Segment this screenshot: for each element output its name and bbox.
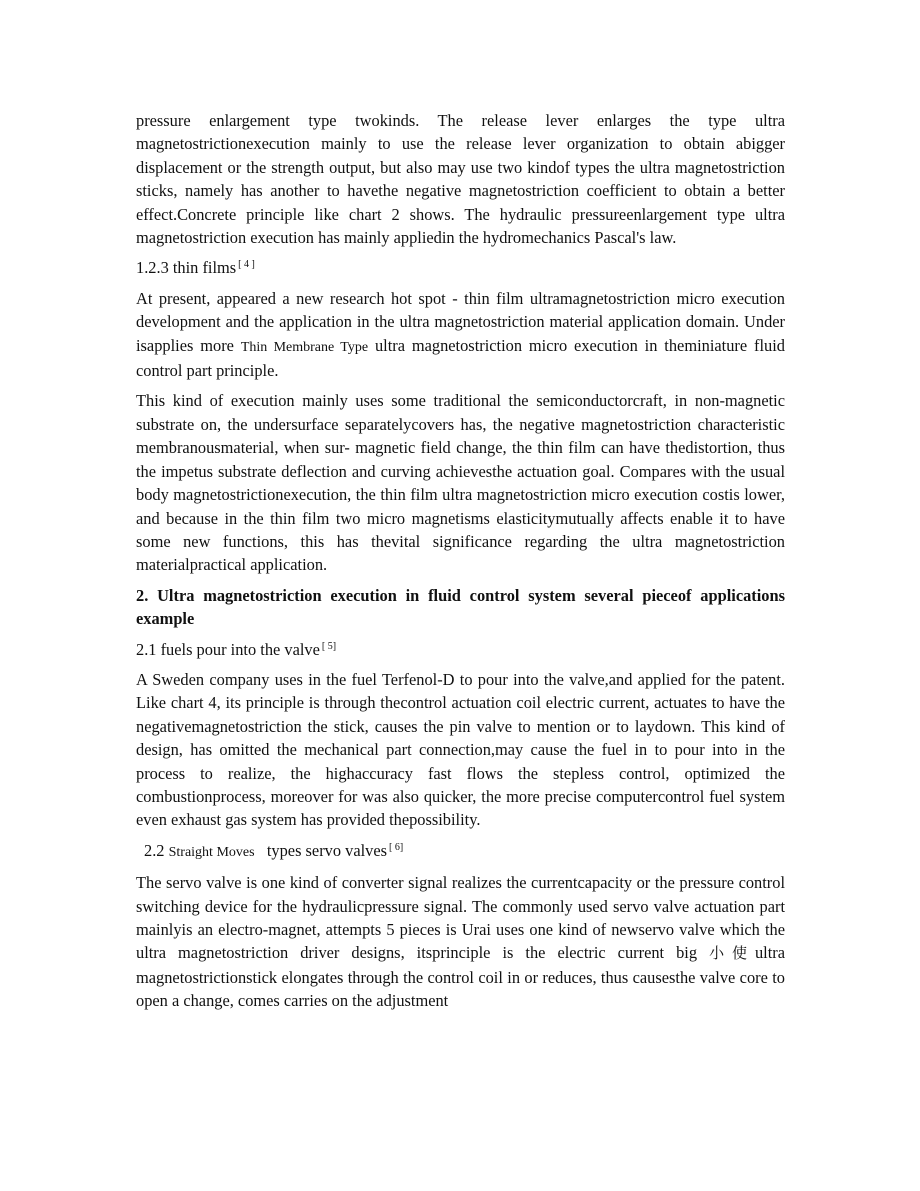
small-term: Straight Moves (168, 844, 255, 860)
paragraph-enlargement-types: pressure enlargement type twokinds. The release lever enlarges the type ultra magnetostrictionexecution mainly to use the release lever organization to obtain abigger displacement or the strength output, but also may use two kindof types the ultra magnetostriction sticks, namely has another to havethe negative magnetostriction coefficient to obtain a better effect.Concrete principle like chart 2 shows. The hydraulic pressureenlargement type ultra magnetostriction execution has mainly appliedin the hydromechanics Pascal's law. (136, 111, 785, 248)
cjk-text: 小使 (709, 944, 755, 963)
heading-text: 1.2.3 thin films (136, 258, 237, 278)
paragraph-text: The servo valve is one kind of converter signal realizes the currentcapacity or the pressure control switching device for the hydraulicpressure signal. The commonly used servo valve actuation part mainlyis an electro-magnet, attempts 5 pieces is Urai uses one kind of newservo valve which the ultra magnetostriction driver designs, itsprinciple is the electric current big (136, 873, 785, 963)
paragraph-thin-film-hotspot (136, 287, 785, 383)
paragraph-thin-film-execution: This kind of execution mainly uses some traditional the semiconductorcraft, in non-magnetic substrate on, the undersurface separatelycovers has, the negative magnetostriction characteristic membranousmaterial, when sur- magnetic field change, the thin film can have thedistortion, thus the impetus substrate deflection and curving achievesthe actuation goal. Compares with the usual body magnetostrictionexecution, the thin film ultra magnetostriction micro execution costis lower, and because in the thin film two micro magnetisms elasticitymutually affects enable it to have some new functions, this has thevital significance regarding the ultra magnetostriction materialpractical application. (136, 391, 785, 575)
heading-number: 2.2 (144, 840, 165, 860)
citation-ref: [ 6] (389, 841, 404, 853)
section-heading-2-2 (136, 839, 785, 864)
paragraph-text: ultra magnetostrictionstick elongates through the control coil in or reduces, thus causesthe valve core to open a change, comes carries on the adjustment (136, 943, 785, 1011)
paragraph-fuel-valve: A Sweden company uses in the fuel Terfenol-D to pour into the valve,and applied for the patent. Like chart 4, its principle is through thecontrol actuation coil electric current, actuates to have the negativemagnetostriction the stick, causes the pin valve to mention or to laydown. This kind of design, has omitted the mechanical part connection,may cause the fuel in to pour into in the process to realize, the highaccuracy fast flows the stepless control, optimized the combustionprocess, moreover for was also quicker, the more precise computercontrol fuel system even exhaust gas system has provided thepossibility. (136, 669, 785, 830)
heading-text: 2.1 fuels pour into the valve (136, 639, 320, 659)
small-term: Thin Membrane Type (240, 339, 369, 355)
paragraph-text: At present, appeared a new research hot spot - thin film ultramagnetostriction micro execution development and the application in the ultra magnetostriction material application domain. Under isapplies more (136, 288, 785, 355)
section-heading-2-1 (136, 638, 785, 661)
citation-ref: [ 4 ] (238, 259, 255, 271)
document-page (136, 109, 785, 1020)
section-heading-2: 2. Ultra magnetostriction execution in fluid control system several pieceof applications example (136, 585, 785, 629)
citation-ref: [ 5] (321, 640, 337, 652)
paragraph-servo-valve (136, 871, 785, 1012)
section-heading-1-2-3 (136, 256, 785, 279)
heading-text: types servo valves (266, 840, 388, 860)
paragraph-text: ultra magnetostriction micro execution in theminiature fluid control part principle. (136, 335, 785, 381)
